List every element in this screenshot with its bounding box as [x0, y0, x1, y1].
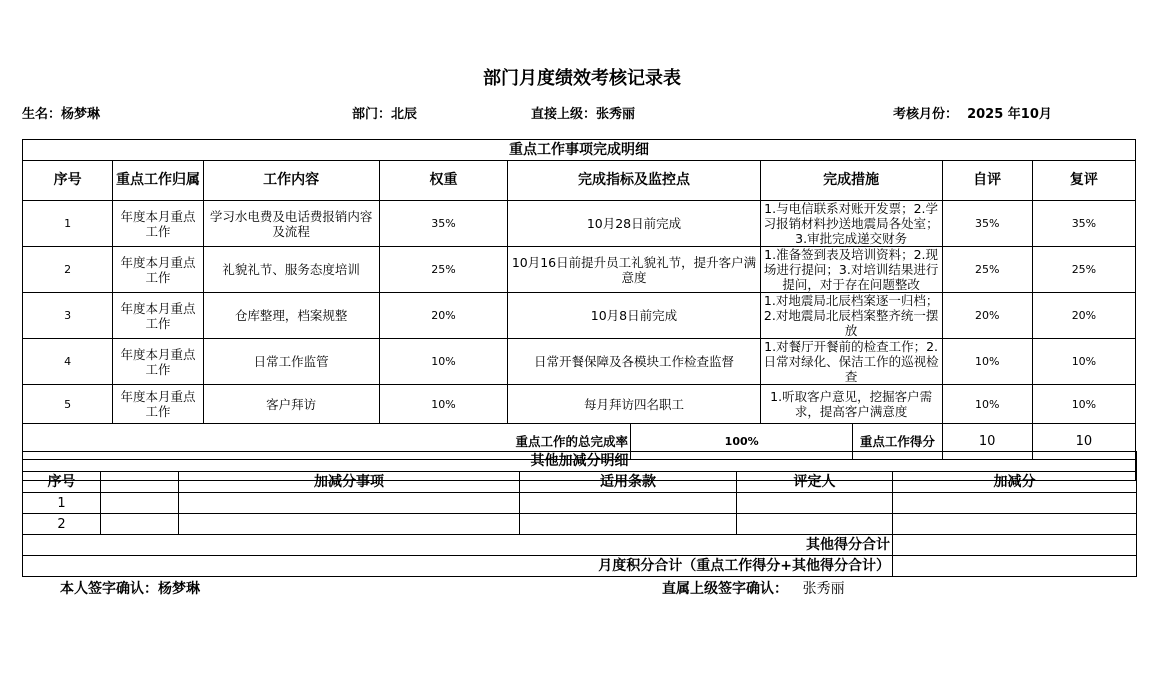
month-value: 2025 年10月 [967, 107, 1052, 122]
row-measures: 1.对地震局北辰档案逐一归档；2.对地震局北辰档案整齐统一摆放 [760, 293, 942, 339]
other-total-value [893, 535, 1137, 556]
row-content: 礼貌礼节、服务态度培训 [203, 247, 379, 293]
sup-sign-label: 直属上级签字确认： [662, 581, 788, 597]
row-self: 10% [942, 385, 1032, 424]
header-target: 完成指标及监控点 [508, 161, 760, 201]
row-target: 日常开餐保障及各模块工作检查监督 [508, 339, 760, 385]
name-label: 生名： [22, 107, 62, 122]
row-review: 10% [1032, 339, 1135, 385]
header-measures: 完成措施 [760, 161, 942, 201]
cell [101, 514, 179, 535]
table-row [23, 247, 1136, 293]
cell [179, 514, 520, 535]
month-field [893, 103, 1052, 122]
row-target: 10月8日前完成 [508, 293, 760, 339]
row-weight: 25% [379, 247, 508, 293]
row-measures: 1.听取客户意见，挖掘客户需求，提高客户满意度 [760, 385, 942, 424]
total-rate-value: 100% [631, 424, 853, 460]
score-label: 重点工作得分 [853, 424, 942, 460]
name-value: 杨梦琳 [61, 107, 101, 122]
other-row-no: 1 [23, 493, 101, 514]
supervisor-signature [662, 578, 845, 598]
other-row-no: 2 [23, 514, 101, 535]
row-target: 10月28日前完成 [508, 201, 760, 247]
cell [893, 514, 1137, 535]
row-self: 25% [942, 247, 1032, 293]
header-content: 工作内容 [203, 161, 379, 201]
row-no: 4 [23, 339, 113, 385]
row-measures: 1.对餐厅开餐前的检查工作；2.日常对绿化、保洁工作的巡视检查 [760, 339, 942, 385]
cell [893, 493, 1137, 514]
table-row [23, 514, 1137, 535]
row-weight: 10% [379, 339, 508, 385]
row-review: 25% [1032, 247, 1135, 293]
row-type: 年度本月重点工作 [113, 385, 203, 424]
other-header-no: 序号 [23, 472, 101, 493]
other-total-label: 其他得分合计 [23, 535, 893, 556]
other-points-table [22, 451, 1137, 577]
row-content: 学习水电费及电话费报销内容及流程 [203, 201, 379, 247]
other-header-assessor: 评定人 [737, 472, 893, 493]
row-weight: 10% [379, 385, 508, 424]
row-type: 年度本月重点工作 [113, 293, 203, 339]
row-review: 35% [1032, 201, 1135, 247]
row-self: 20% [942, 293, 1032, 339]
sup-label: 直接上级： [531, 107, 597, 122]
month-label: 考核月份： [893, 107, 959, 122]
table-row [23, 339, 1136, 385]
header-type: 重点工作归属 [113, 161, 203, 201]
key-work-table [22, 139, 1136, 481]
row-review: 20% [1032, 293, 1135, 339]
row-target: 10月16日前提升员工礼貌礼节，提升客户满意度 [508, 247, 760, 293]
other-header-clause: 适用条款 [520, 472, 737, 493]
row-type: 年度本月重点工作 [113, 339, 203, 385]
cell [520, 493, 737, 514]
header-weight: 权重 [379, 161, 508, 201]
supervisor-field [531, 103, 635, 122]
sup-sign-value: 张秀丽 [802, 581, 845, 597]
row-weight: 35% [379, 201, 508, 247]
row-type: 年度本月重点工作 [113, 201, 203, 247]
row-self: 10% [942, 339, 1032, 385]
row-weight: 20% [379, 293, 508, 339]
row-measures: 1.准备签到表及培训资料；2.现场进行提问；3.对培训结果进行提问，对于存在问题整改 [760, 247, 942, 293]
header-no: 序号 [23, 161, 113, 201]
cell [179, 493, 520, 514]
other-header-item: 加减分事项 [179, 472, 520, 493]
row-content: 日常工作监管 [203, 339, 379, 385]
row-no: 5 [23, 385, 113, 424]
row-target: 每月拜访四名职工 [508, 385, 760, 424]
table-row [23, 293, 1136, 339]
cell [101, 493, 179, 514]
table-row [23, 493, 1137, 514]
self-signature [60, 578, 200, 598]
other-section-title: 其他加减分明细 [23, 452, 1137, 472]
score-review: 10 [1032, 424, 1135, 460]
header-review: 复评 [1032, 161, 1135, 201]
employee-name-field [22, 103, 100, 122]
dept-value: 北辰 [391, 107, 418, 122]
row-content: 仓库整理，档案规整 [203, 293, 379, 339]
score-self: 10 [942, 424, 1032, 460]
month-total-value [893, 556, 1137, 577]
key-section-title: 重点工作事项完成明细 [23, 140, 1136, 161]
row-measures: 1.与电信联系对账开发票；2.学习报销材料抄送地震局各处室；3.审批完成递交财务 [760, 201, 942, 247]
row-no: 3 [23, 293, 113, 339]
row-no: 2 [23, 247, 113, 293]
self-sign-label: 本人签字确认： [60, 581, 158, 597]
row-content: 客户拜访 [203, 385, 379, 424]
page-title: 部门月度绩效考核记录表 [483, 68, 681, 89]
other-header-blank [101, 472, 179, 493]
row-no: 1 [23, 201, 113, 247]
header-self: 自评 [942, 161, 1032, 201]
cell [737, 514, 893, 535]
cell [737, 493, 893, 514]
self-sign-value: 杨梦琳 [158, 581, 200, 597]
sup-value: 张秀丽 [596, 107, 636, 122]
row-self: 35% [942, 201, 1032, 247]
row-type: 年度本月重点工作 [113, 247, 203, 293]
dept-label: 部门： [352, 107, 392, 122]
cell [520, 514, 737, 535]
table-row [23, 201, 1136, 247]
row-review: 10% [1032, 385, 1135, 424]
other-header-points: 加减分 [893, 472, 1137, 493]
table-row [23, 385, 1136, 424]
month-total-label: 月度积分合计（重点工作得分+其他得分合计） [23, 556, 893, 577]
department-field [352, 103, 417, 122]
total-rate-label: 重点工作的总完成率 [23, 424, 631, 460]
